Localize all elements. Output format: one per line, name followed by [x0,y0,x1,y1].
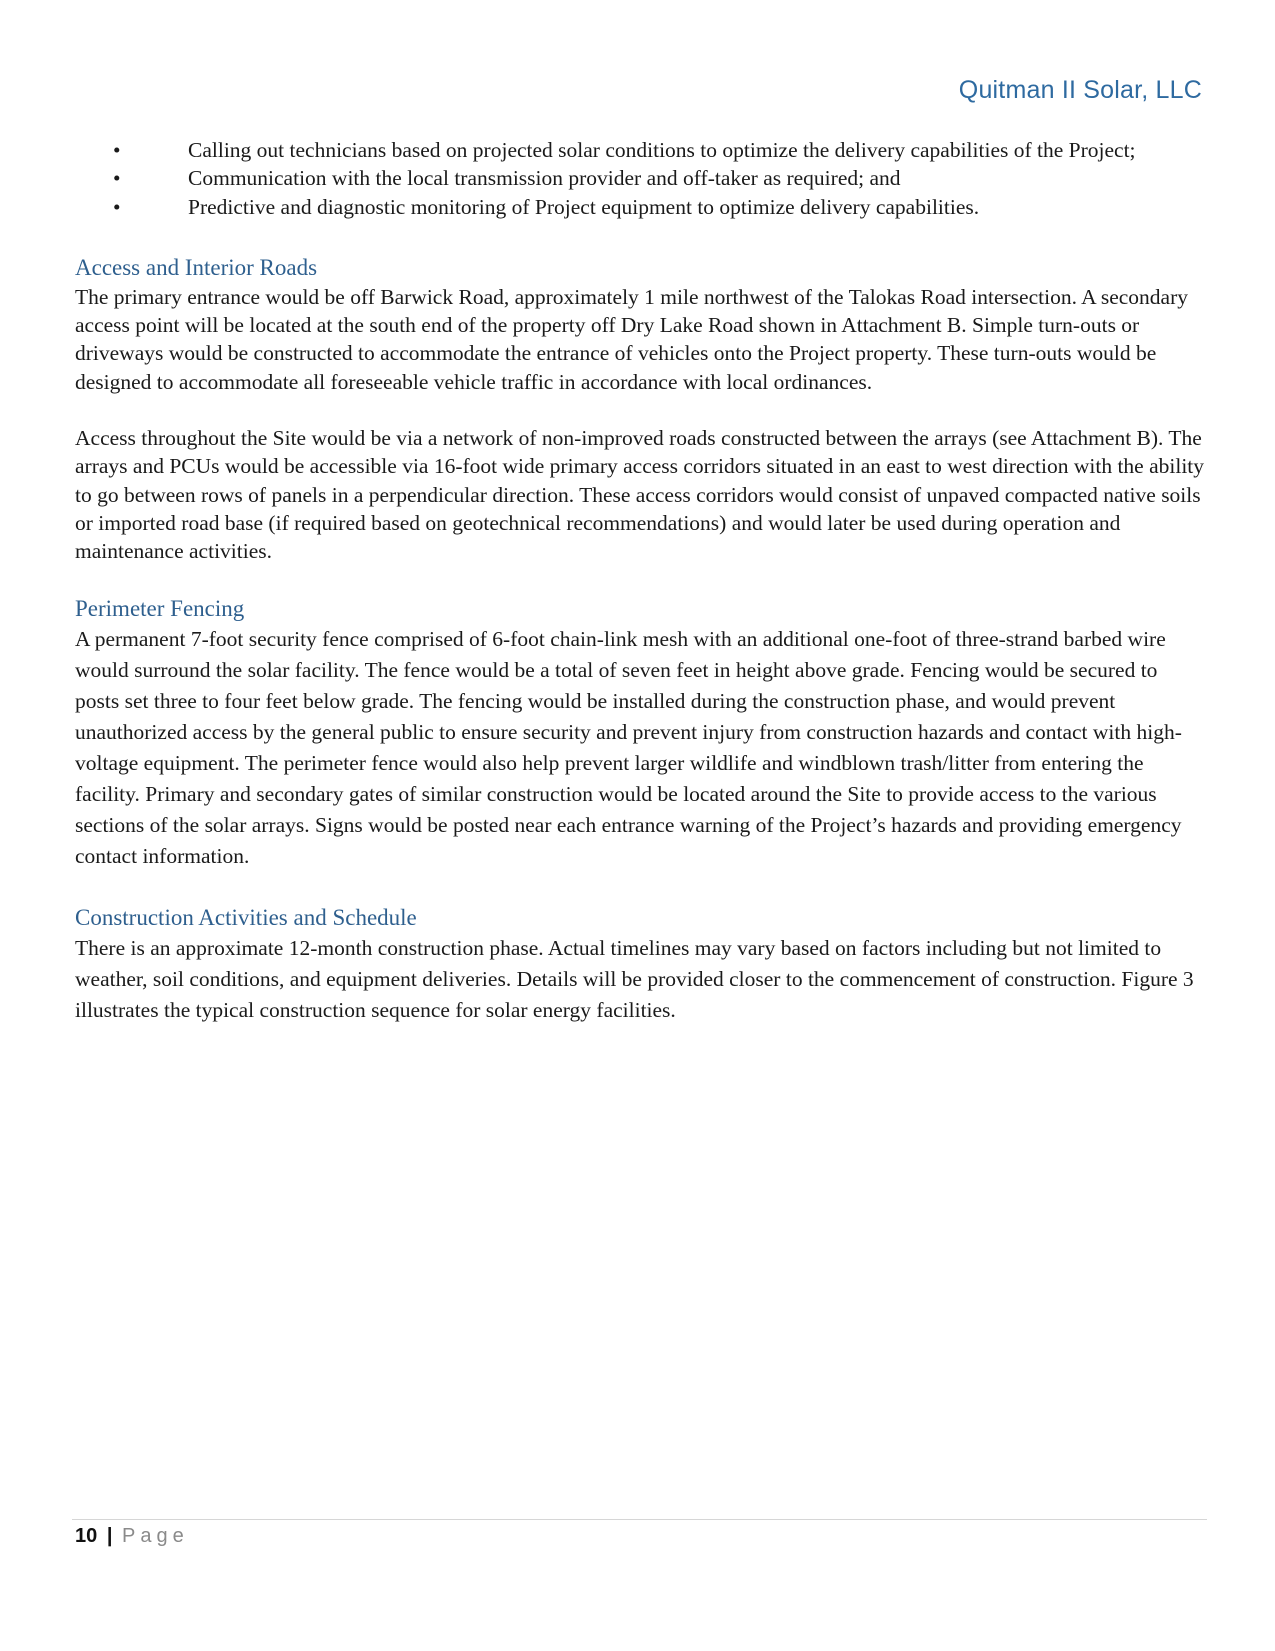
heading-perimeter-fencing: Perimeter Fencing [75,595,245,621]
bullet-icon: • [113,194,121,219]
bullet-text: Predictive and diagnostic monitoring of Project equipment to optimize delivery capabilities. [188,194,980,219]
paragraph-construction: There is an approximate 12-month construction phase. Actual timelines may vary based on factors including but not limited to weather, soil conditions, and equipment deliveries. Details will be provided closer to the commencement of construction. Figure 3 illustrates the typical construction sequence for solar energy facilities. [75,935,1194,1022]
bullet-text: Communication with the local transmission provider and off-taker as required; and [188,166,901,191]
bullet-icon: • [113,166,121,191]
document-body [75,136,1205,1026]
paragraph-access-entrance: The primary entrance would be off Barwick Road, approximately 1 mile northwest of the Talokas Road intersection. A secondary access point will be located at the south end of the property off Dry Lake Road shown in Attachment B. Simple turn-outs or driveways would be constructed to accommodate the entrance of vehicles onto the Project property. These turn-outs would be designed to accommodate all foreseeable vehicle traffic in accordance with local ordinances. [75,284,1189,394]
list-item [75,193,1205,221]
heading-access-roads: Access and Interior Roads [75,254,318,280]
company-header: Quitman II Solar, LLC [958,76,1202,104]
bullet-text: Calling out technicians based on projected solar conditions to optimize the delivery capabilities of the Project; [188,138,1136,162]
page-label: Page [121,1525,189,1547]
heading-construction-schedule: Construction Activities and Schedule [75,904,417,930]
list-item [75,164,1205,192]
footer-divider [72,1519,1207,1520]
bullet-icon: • [113,138,121,162]
page-number: 10 [75,1525,98,1547]
list-item [75,136,1205,164]
page-footer [75,1522,189,1550]
paragraph-access-network: Access throughout the Site would be via a network of non-improved roads constructed between the arrays (see Attachment B). The arrays and PCUs would be accessible via 16-foot wide primary access corridors situated in an east to west direction with the ability to go between rows of panels in a perpendicular direction. These access corridors would consist of unpaved compacted native soils or imported road base (if required based on geotechnical recommendations) and would later be used during operation and maintenance activities. [75,426,1205,564]
footer-separator: | [106,1525,113,1547]
paragraph-fencing: A permanent 7-foot security fence comprised of 6-foot chain-link mesh with an additional one-foot of three-strand barbed wire would surround the solar facility. The fence would be a total of seven feet in height above grade. Fencing would be secured to posts set three to four feet below grade. The fencing would be installed during the construction phase, and would prevent unauthorized access by the general public to ensure security and prevent injury from construction hazards and contact with high-voltage equipment. The perimeter fence would also help prevent larger wildlife and windblown trash/litter from entering the facility. Primary and secondary gates of similar construction would be located around the Site to provide access to the various sections of the solar arrays. Signs would be posted near each entrance warning of the Project’s hazards and providing emergency contact information. [75,626,1182,868]
bullet-list [75,136,1205,221]
